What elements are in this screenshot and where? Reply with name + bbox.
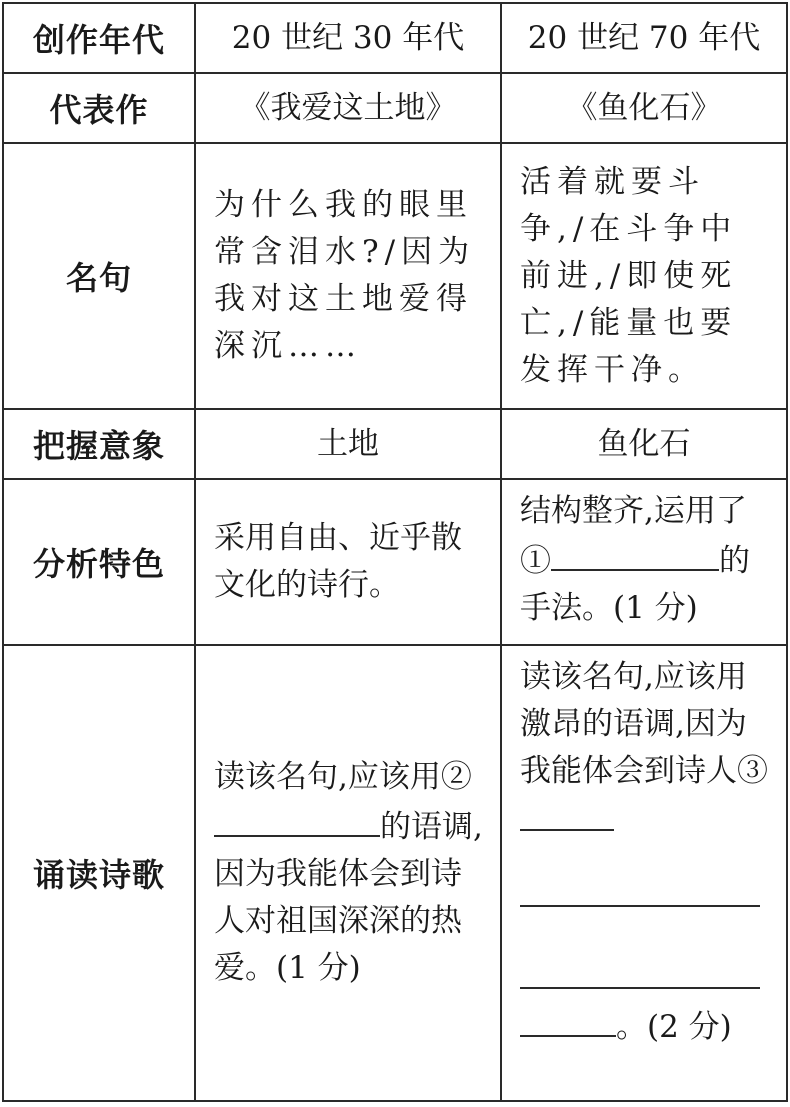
answer-blank-3-line-3[interactable] [520, 907, 760, 989]
recite-col3-end-line [520, 1001, 772, 1051]
row-quote [3, 143, 787, 409]
quote-col3: 活着就要斗争,/在斗争中前进,/即使死亡,/能量也要发挥干净。 [501, 143, 787, 409]
header-era: 创作年代 [3, 3, 195, 73]
recite-col3-text-before: 读该名句,应该用激昂的语调,因为我能体会到诗人③ [520, 659, 768, 789]
answer-blank-1[interactable] [551, 535, 719, 571]
recite-col3-text-after: 。(2 分) [616, 1009, 732, 1045]
recite-col3 [501, 645, 787, 1101]
image-col2: 土地 [195, 409, 501, 479]
poetry-comparison-table [2, 2, 786, 1102]
row-feature [3, 479, 787, 645]
feature-col3-text-before: 结构整齐,运用了① [520, 493, 747, 579]
header-work: 代表作 [3, 73, 195, 143]
feature-col3 [501, 479, 787, 645]
row-era [3, 3, 787, 73]
header-image: 把握意象 [3, 409, 195, 479]
header-quote: 名句 [3, 143, 195, 409]
answer-blank-3-line-2[interactable] [520, 845, 760, 907]
recite-col2-text-after: 的语调,因为我能体会到诗人对祖国深深的热爱。(1 分) [214, 809, 483, 986]
answer-blank-3[interactable] [520, 795, 614, 831]
row-work [3, 73, 787, 143]
row-image [3, 409, 787, 479]
feature-col2: 采用自由、近乎散文化的诗行。 [195, 479, 501, 645]
header-feature: 分析特色 [3, 479, 195, 645]
header-recite: 诵读诗歌 [3, 645, 195, 1101]
era-70s: 20 世纪 70 年代 [501, 3, 787, 73]
work-col3: 《鱼化石》 [501, 73, 787, 143]
recite-col2 [195, 645, 501, 1101]
image-col3: 鱼化石 [501, 409, 787, 479]
work-col2: 《我爱这土地》 [195, 73, 501, 143]
answer-blank-2[interactable] [214, 801, 380, 837]
quote-col2: 为什么我的眼里常含泪水?/因为我对这土地爱得深沉…… [195, 143, 501, 409]
era-30s: 20 世纪 30 年代 [195, 3, 501, 73]
recite-col2-text-before: 读该名句,应该用② [214, 759, 472, 795]
answer-blank-3-line-4[interactable] [520, 1001, 616, 1037]
feature-col3-text-after: 的手法。(1 分) [520, 543, 750, 626]
comparison-table [2, 2, 788, 1102]
row-recite [3, 645, 787, 1101]
